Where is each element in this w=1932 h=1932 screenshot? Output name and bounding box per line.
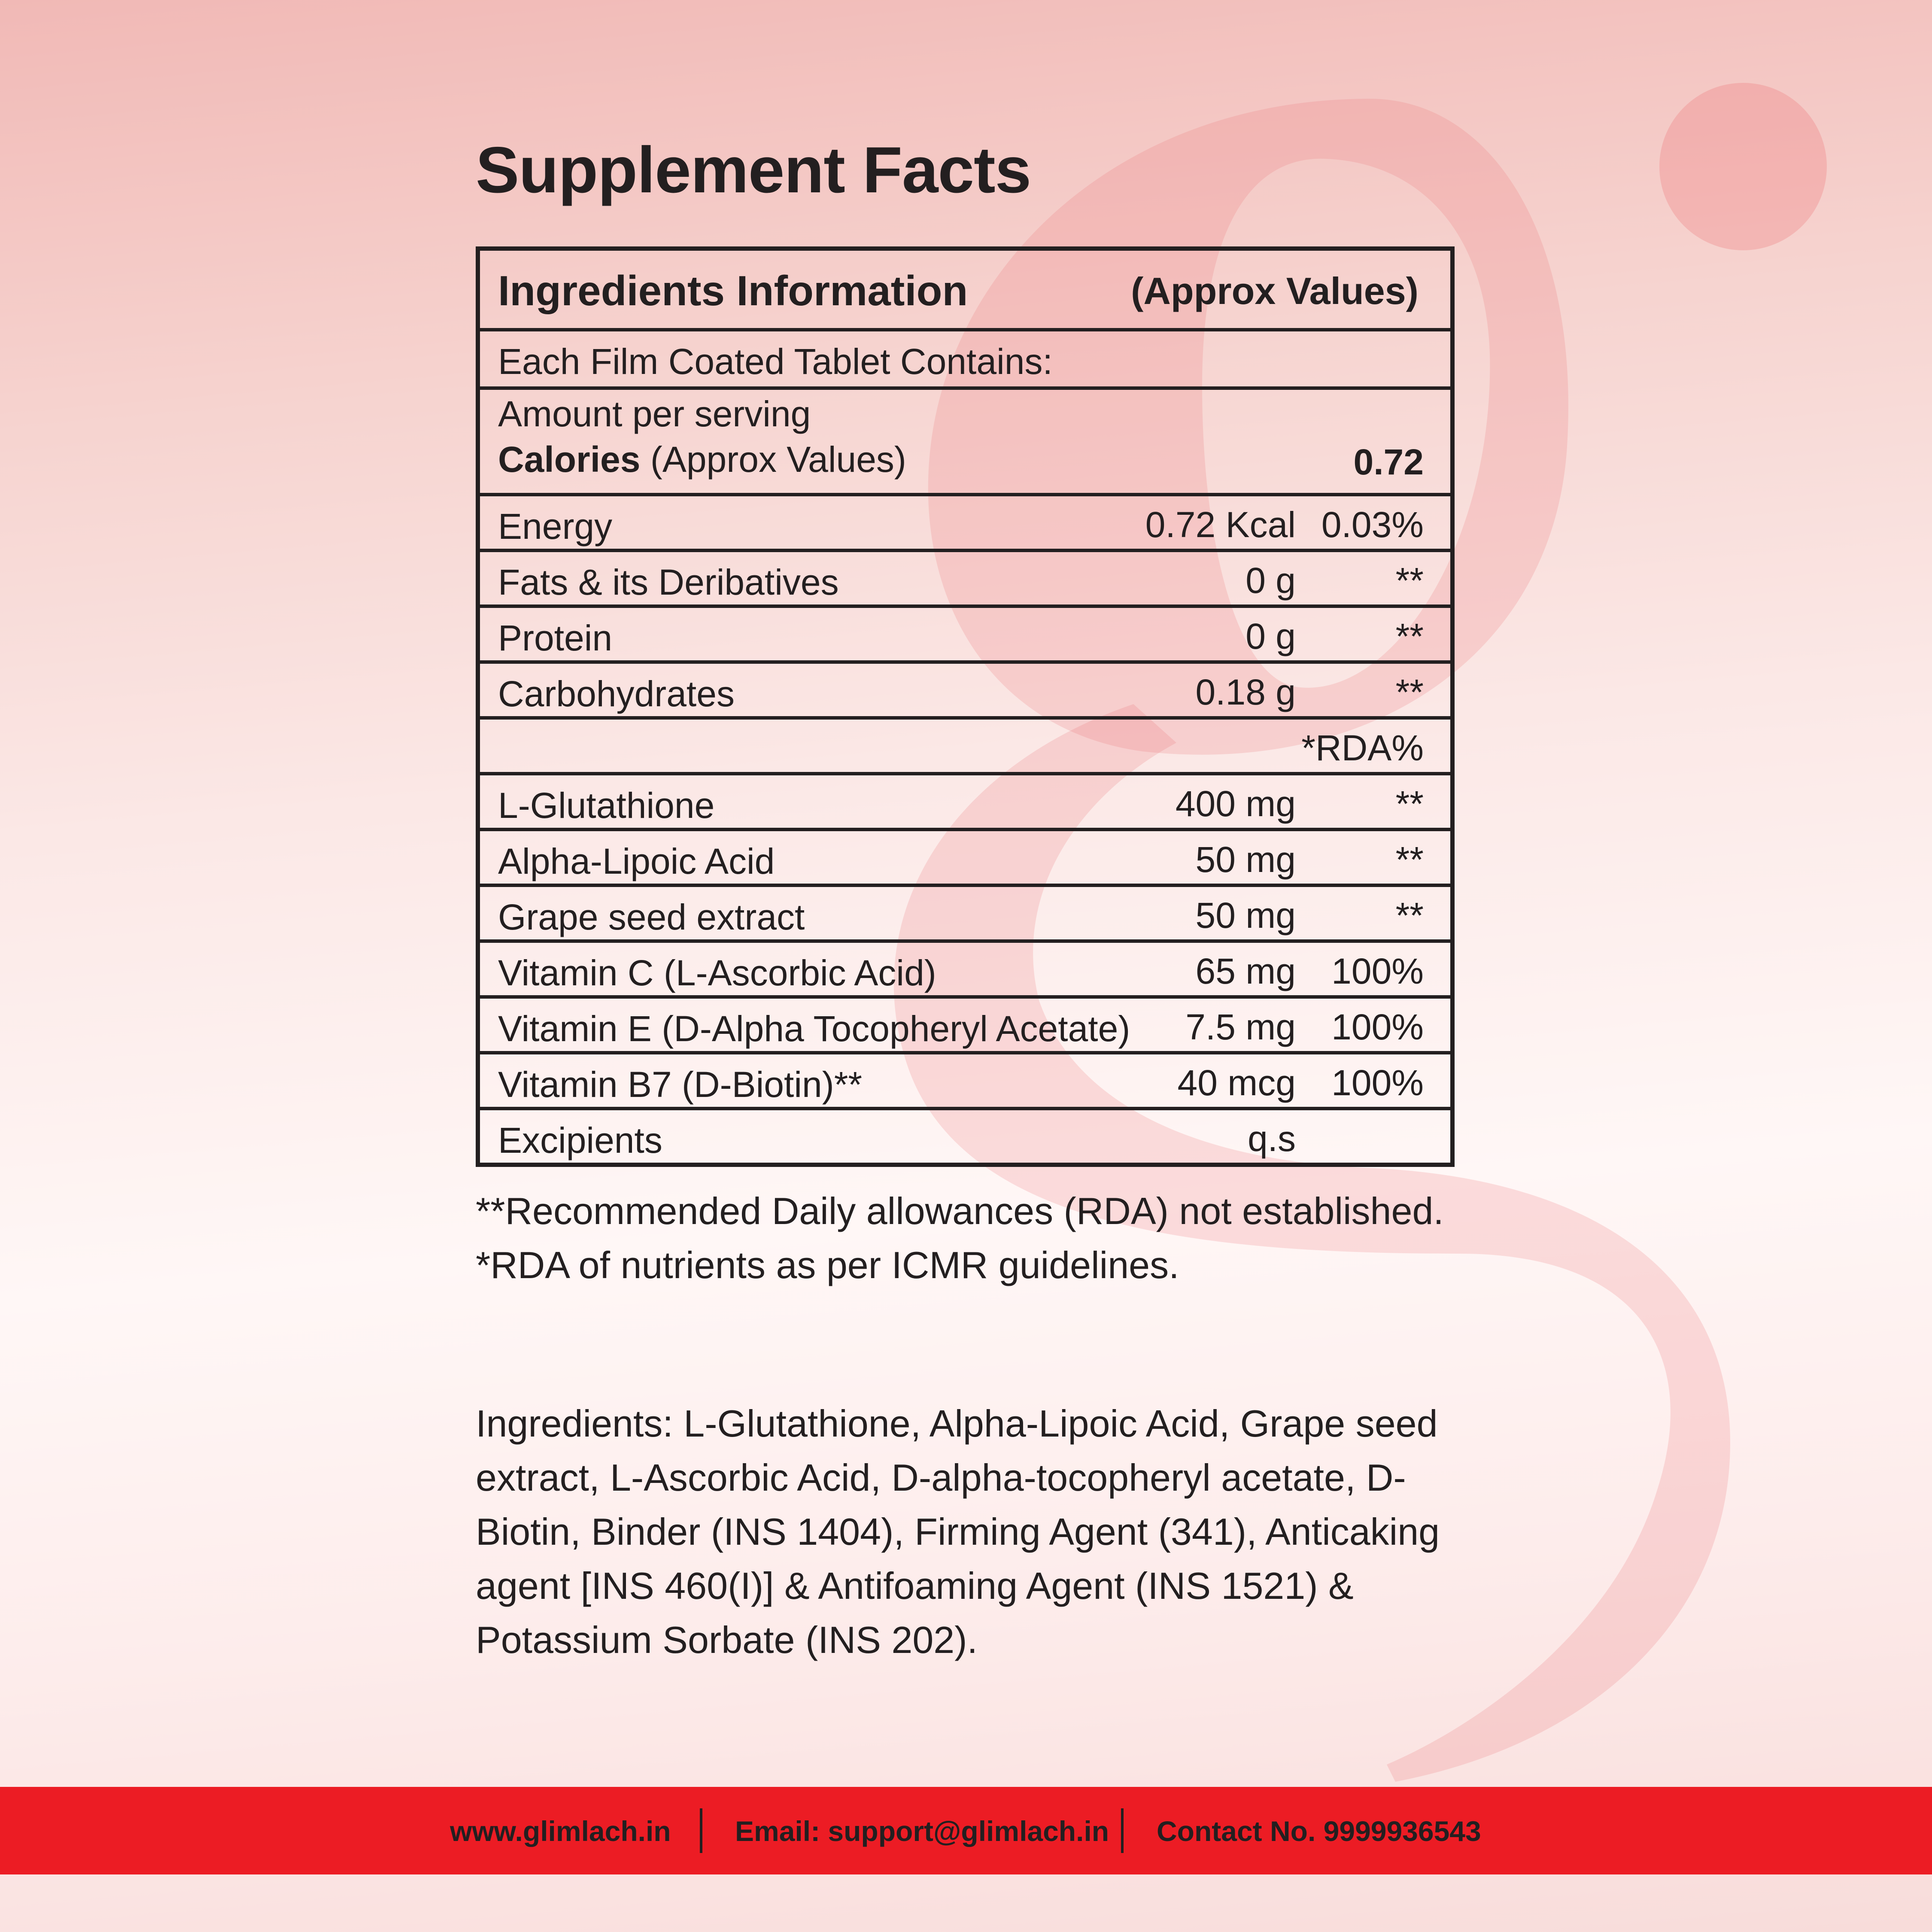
- nutrient-name: Carbohydrates: [498, 674, 735, 714]
- ingredient-rda: **: [1395, 839, 1424, 880]
- nutrient-amount: 0 g: [1245, 616, 1296, 656]
- table-row: [480, 1107, 1450, 1163]
- ingredients-information-heading: Ingredients Information: [498, 267, 968, 314]
- contact-number[interactable]: Contact No. 9999936543: [1157, 1815, 1481, 1847]
- website-link[interactable]: www.glimlach.in: [450, 1815, 671, 1847]
- ingredient-amount: 7.5 mg: [1185, 1007, 1296, 1047]
- ingredient-name: Excipients: [498, 1120, 662, 1160]
- calories-label: Calories: [498, 439, 641, 480]
- nutrient-rda: **: [1395, 672, 1424, 712]
- page-title: Supplement Facts: [476, 134, 1031, 207]
- ingredient-amount: 50 mg: [1195, 895, 1296, 936]
- ingredient-amount: 65 mg: [1195, 951, 1296, 991]
- nutrient-rda: 0.03%: [1321, 504, 1424, 545]
- nutrient-rda: **: [1395, 560, 1424, 601]
- amount-per-serving-label: Amount per serving: [498, 394, 811, 434]
- ingredient-rda: **: [1395, 784, 1424, 824]
- ingredient-name: Alpha-Lipoic Acid: [498, 841, 775, 881]
- rda-percent-heading: *RDA%: [1301, 728, 1424, 768]
- table-row: [480, 939, 1450, 995]
- ingredient-rda: 100%: [1331, 951, 1424, 991]
- ingredient-rda: 100%: [1331, 1063, 1424, 1103]
- footer-divider: [1121, 1808, 1124, 1853]
- table-row: [480, 1051, 1450, 1107]
- contact-footer: [0, 1787, 1932, 1874]
- ingredient-name: Vitamin B7 (D-Biotin)**: [498, 1064, 863, 1105]
- ingredient-amount: 40 mcg: [1177, 1063, 1296, 1103]
- watermark-dot: [1659, 83, 1827, 250]
- rda-not-established-note: **Recommended Daily allowances (RDA) not established.: [476, 1190, 1444, 1232]
- rda-header-row: [480, 716, 1450, 772]
- ingredient-name: Grape seed extract: [498, 897, 805, 937]
- ingredient-name: Vitamin C (L-Ascorbic Acid): [498, 953, 936, 993]
- icmr-guidelines-note: *RDA of nutrients as per ICMR guidelines.: [476, 1244, 1179, 1286]
- table-row: [480, 549, 1450, 605]
- table-row: [480, 772, 1450, 828]
- footer-divider: [700, 1808, 702, 1853]
- nutrient-amount: 0.72 Kcal: [1145, 504, 1296, 545]
- table-row: [480, 828, 1450, 884]
- supplement-facts-table: [476, 246, 1455, 1167]
- calories-value: 0.72: [1353, 442, 1424, 482]
- ingredient-amount: 50 mg: [1195, 839, 1296, 880]
- nutrient-amount: 0 g: [1245, 560, 1296, 601]
- table-row: [480, 995, 1450, 1051]
- nutrient-rda: **: [1395, 616, 1424, 656]
- table-row: [480, 660, 1450, 716]
- table-row: [480, 884, 1450, 939]
- ingredient-rda: **: [1395, 895, 1424, 936]
- each-tablet-row: [480, 328, 1450, 386]
- nutrient-name: Protein: [498, 618, 613, 658]
- table-header-row: [480, 251, 1450, 328]
- ingredient-amount: q.s: [1247, 1118, 1296, 1159]
- approx-values-label: (Approx Values): [1131, 270, 1419, 312]
- nutrient-name: Energy: [498, 506, 613, 547]
- ingredient-rda: 100%: [1331, 1007, 1424, 1047]
- footnotes: [476, 1184, 1463, 1292]
- serving-row: [480, 386, 1450, 493]
- calories-line: [498, 439, 906, 480]
- ingredients-list: Ingredients: L-Glutathione, Alpha-Lipoic Acid, Grape seed extract, L-Ascorbic Acid, D-alpha-tocopheryl acetate, D-Biotin, Binder (INS 1404), Firming Agent (341), Anticaking agent [INS 460(I)] & Antifoaming Agent (INS 1521) & Potassium Sorbate (INS 202).: [476, 1402, 1440, 1661]
- calories-approx-label: (Approx Values): [650, 439, 906, 480]
- nutrient-name: Fats & its Deribatives: [498, 562, 839, 602]
- ingredient-name: Vitamin E (D-Alpha Tocopheryl Acetate): [498, 1009, 1130, 1049]
- nutrient-amount: 0.18 g: [1195, 672, 1296, 712]
- ingredient-name: L-Glutathione: [498, 785, 715, 826]
- each-tablet-label: Each Film Coated Tablet Contains:: [498, 341, 1053, 382]
- table-row: [480, 493, 1450, 549]
- table-row: [480, 605, 1450, 660]
- ingredient-amount: 400 mg: [1175, 784, 1296, 824]
- email-link[interactable]: Email: support@glimlach.in: [735, 1815, 1109, 1847]
